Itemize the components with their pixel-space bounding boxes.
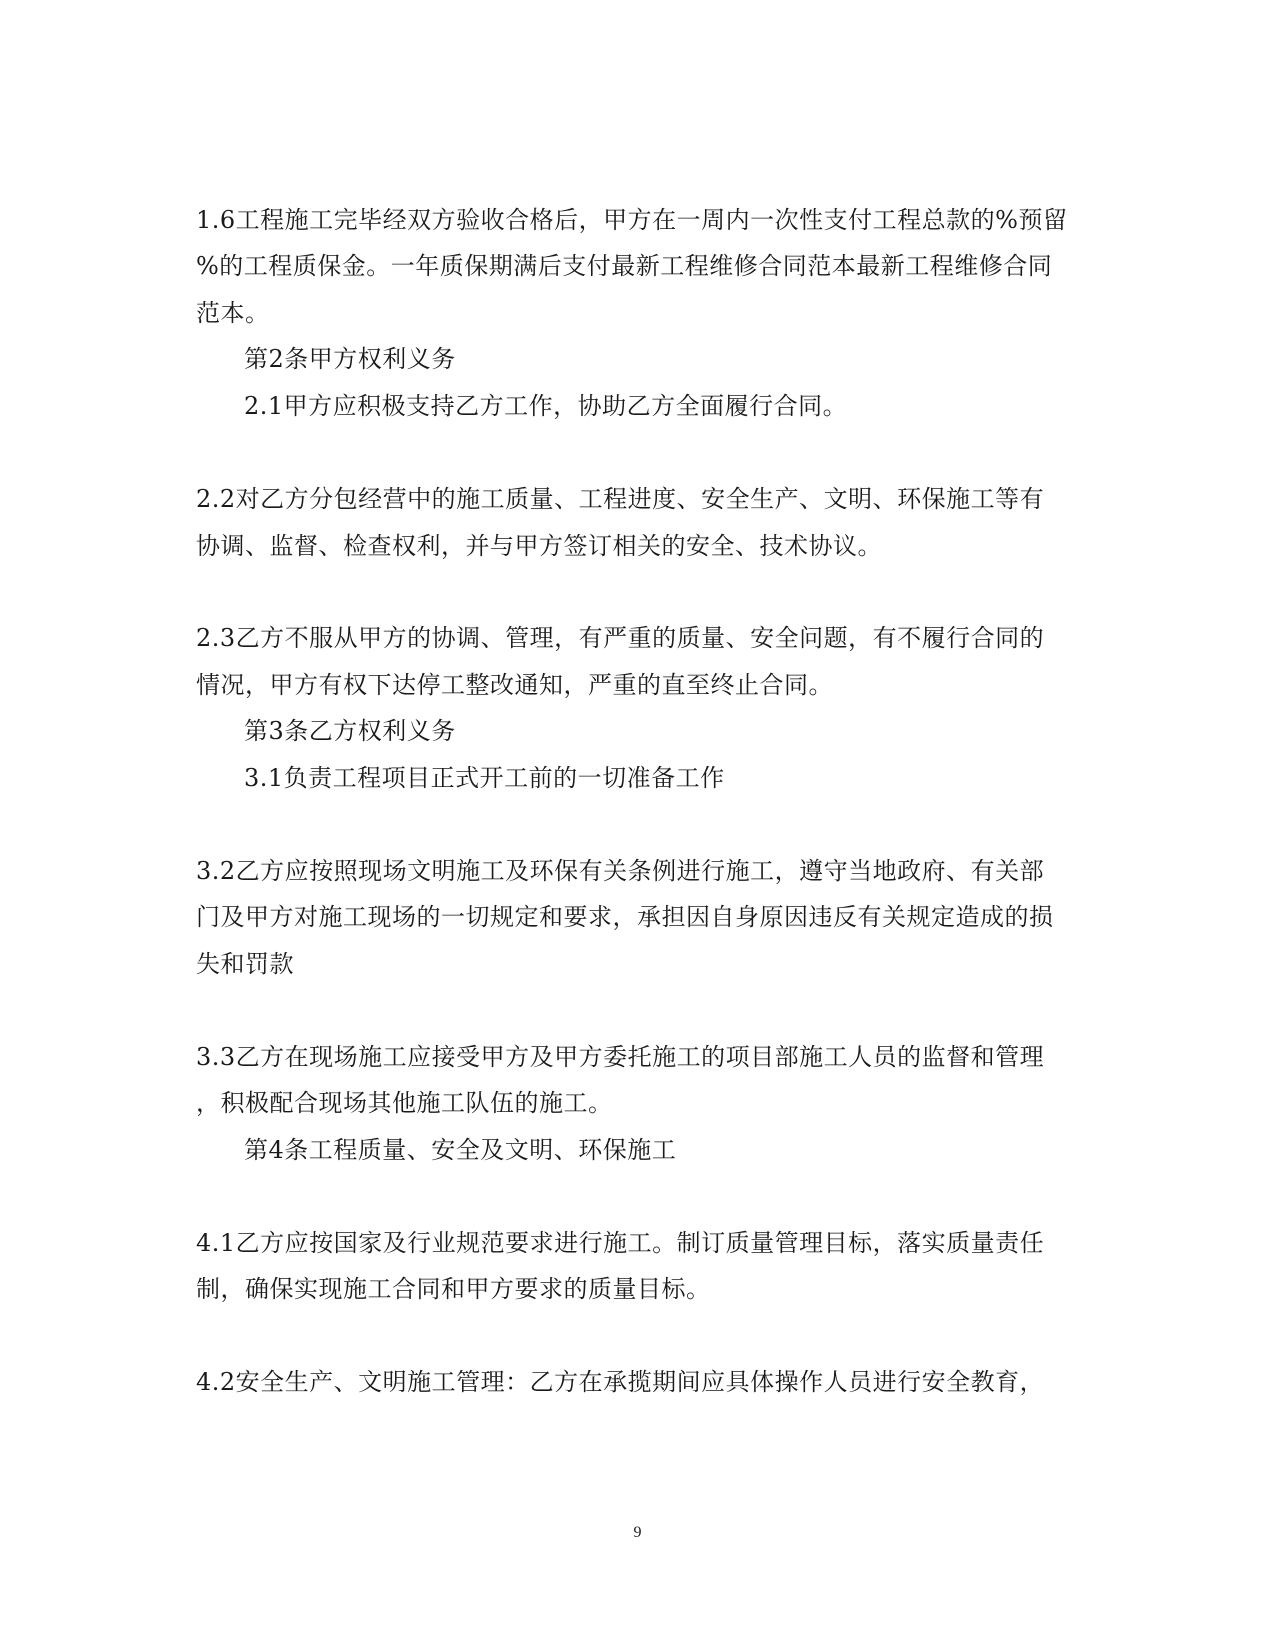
article-3-heading: 第3条乙方权利义务 (244, 717, 456, 745)
clause-3-2-line-2: 门及甲方对施工现场的一切规定和要求，承担因自身原因违反有关规定造成的损 (196, 903, 1054, 931)
clause-1-6-line-3: 范本。 (196, 299, 270, 327)
clause-4-1-line-2: 制，确保实现施工合同和甲方要求的质量目标。 (196, 1275, 711, 1303)
article-2-heading: 第2条甲方权利义务 (244, 345, 456, 373)
clause-2-3-line-2: 情况，甲方有权下达停工整改通知，严重的直至终止合同。 (196, 671, 833, 699)
clause-2-1: 2.1甲方应积极支持乙方工作，协助乙方全面履行合同。 (244, 392, 848, 420)
clause-1-6-line-2: %的工程质保金。一年质保期满后支付最新工程维修合同范本最新工程维修合同 (196, 252, 1053, 280)
article-4-heading: 第4条工程质量、安全及文明、环保施工 (244, 1136, 677, 1164)
clause-2-2-line-1: 2.2对乙方分包经营中的施工质量、工程进度、安全生产、文明、环保施工等有 (196, 485, 1045, 513)
clause-3-2-line-1: 3.2乙方应按照现场文明施工及环保有关条例进行施工，遵守当地政府、有关部 (196, 857, 1045, 885)
clause-3-1: 3.1负责工程项目正式开工前的一切准备工作 (244, 764, 725, 792)
clause-3-2-line-3: 失和罚款 (196, 950, 294, 978)
clause-2-3-line-1: 2.3乙方不服从甲方的协调、管理，有严重的质量、安全问题，有不履行合同的 (196, 624, 1045, 652)
clause-4-1-line-1: 4.1乙方应按国家及行业规范要求进行施工。制订质量管理目标，落实质量责任 (196, 1229, 1045, 1257)
page-number: 9 (633, 1524, 642, 1541)
clause-3-3-line-2: ，积极配合现场其他施工队伍的施工。 (196, 1089, 613, 1117)
clause-4-2-line-1: 4.2安全生产、文明施工管理：乙方在承揽期间应具体操作人员进行安全教育， (196, 1368, 1045, 1396)
clause-3-3-line-1: 3.3乙方在现场施工应接受甲方及甲方委托施工的项目部施工人员的监督和管理 (196, 1043, 1045, 1071)
clause-2-2-line-2: 协调、监督、检查权利，并与甲方签订相关的安全、技术协议。 (196, 532, 882, 560)
clause-1-6-line-1: 1.6工程施工完毕经双方验收合格后，甲方在一周内一次性支付工程总款的%预留 (196, 206, 1068, 234)
